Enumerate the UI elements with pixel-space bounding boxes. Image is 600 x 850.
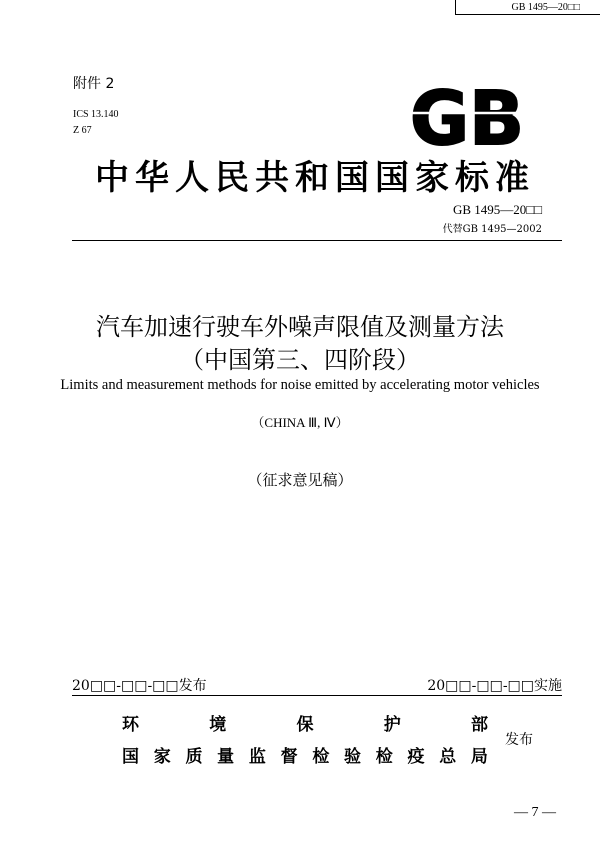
- issuer-char: 督: [280, 747, 298, 767]
- implementation-date: 20□□-□□-□□实施: [427, 678, 562, 694]
- issuer-char: 家: [153, 747, 171, 767]
- ics-code: ICS 13.140: [73, 109, 119, 120]
- issuer-char: 检: [375, 747, 393, 767]
- issuer-char: 环: [122, 715, 139, 735]
- draft-label: （征求意见稿）: [247, 471, 353, 489]
- gb-logo-text: GB: [410, 82, 524, 150]
- standard-number: GB 1495—20□□: [452, 202, 542, 217]
- issuer-char: 国: [122, 747, 139, 767]
- replaces-standard: 代替GB 1495—2002: [442, 224, 542, 235]
- issuer-char: 保: [296, 715, 314, 735]
- issue-date: 20□□-□□-□□发布: [72, 678, 207, 694]
- issuer-char: 验: [344, 747, 362, 767]
- issuer-char: 部: [471, 715, 488, 735]
- top-divider: [72, 240, 562, 241]
- bottom-divider: [72, 695, 562, 696]
- issuer-char: 局: [470, 747, 488, 767]
- publish-label: 发布: [505, 732, 533, 748]
- attachment-label: 附件 2: [73, 76, 115, 92]
- issuer-char: 境: [209, 715, 227, 735]
- page-number: — 7 —: [514, 805, 556, 820]
- page-header-id: GB 1495—20□□: [511, 2, 580, 13]
- issuer-char: 监: [248, 747, 266, 767]
- issuer-char: 护: [383, 715, 401, 735]
- classification-code: Z 67: [73, 125, 92, 136]
- header-vertical-rule: [455, 0, 456, 14]
- gb-logo: [408, 82, 526, 150]
- document-title-line2: （中国第三、四阶段）: [180, 346, 420, 374]
- issuer-char: 疫: [407, 747, 425, 767]
- national-standard-title: 中华人民共和国国家标准: [95, 158, 535, 198]
- issuer-aqsiq: [122, 742, 488, 767]
- english-title: Limits and measurement methods for noise emitted by accelerating motor vehicles: [60, 377, 540, 393]
- issuer-char: 量: [217, 747, 235, 767]
- issuer-char: 总: [439, 747, 457, 767]
- document-title-line1: 汽车加速行驶车外噪声限值及测量方法: [96, 313, 504, 341]
- issuer-char: 质: [185, 747, 203, 767]
- issuer-ministry: [122, 710, 488, 735]
- header-rule: [455, 14, 600, 15]
- english-subtitle: （CHINA Ⅲ, Ⅳ）: [251, 415, 349, 430]
- issuer-char: 检: [312, 747, 330, 767]
